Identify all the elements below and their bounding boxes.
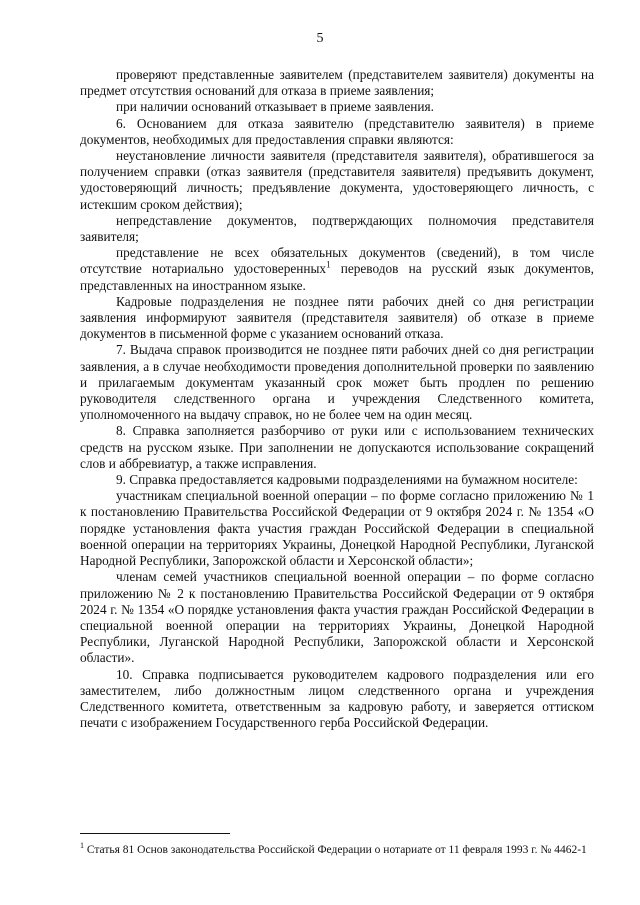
footnote-text: Статья 81 Основ законодательства Российской Федерации о нотариате от 11 февраля 1993 г. № 4462-1 xyxy=(84,844,587,856)
paragraph-text: представление не всех обязательных документов (сведений), в том числе отсутствие нотариально удостоверенных xyxy=(80,245,594,277)
paragraph-text: переводов на русский язык документов, представленных на иностранном языке. xyxy=(80,261,594,293)
page-number: 5 xyxy=(316,31,324,46)
paragraph: 8. Справка заполняется разборчиво от руки или с использованием технических средств на русском языке. При заполнении не допускаются использование сокращений слов и аббревиатур, а также исправления. xyxy=(80,423,594,471)
footnote xyxy=(80,843,594,858)
paragraph: 9. Справка предоставляется кадровыми подразделениями на бумажном носителе: xyxy=(116,472,578,488)
paragraph: проверяют представленные заявителем (представителем заявителя) документы на предмет отсутствия оснований для отказа в приеме заявления; xyxy=(80,67,594,99)
document-body xyxy=(80,67,594,731)
paragraph: членам семей участников специальной военной операции – по форме согласно приложению № 2 к постановлению Правительства Российской Федерации от 9 октября 2024 г. № 1354 «О порядке установления факта участия граждан Российской Федерации в специальной военной операции на территориях Украины, Донецкой Народной Республики, Луганской Народной Республики, Запорожской области и Херсонской области». xyxy=(80,569,594,666)
footnote-mark: 1 xyxy=(80,841,84,851)
paragraph: 10. Справка подписывается руководителем кадрового подразделения или его заместителем, либо должностным лицом следственного органа и учреждения Следственного комитета, ответственным за кадровую работу, и заверяется оттиском печати с изображением Государственного герба Российской Федерации. xyxy=(80,666,594,731)
footnote-reference: 1 xyxy=(326,260,331,271)
paragraph: 7. Выдача справок производится не позднее пяти рабочих дней со дня регистрации заявления, а в случае необходимости проведения дополнительной проверки по заявлению и прилагаемым документам указанный срок может быть продлен по решению руководителя следственного органа и учреждения Следственного комитета, уполномоченного на выдачу справок, но не более чем на один месяц. xyxy=(80,342,594,423)
paragraph: непредставление документов, подтверждающих полномочия представителя заявителя; xyxy=(80,212,594,245)
paragraph: участникам специальной военной операции – по форме согласно приложению № 1 к постановлению Правительства Российской Федерации от 9 октября 2024 г. № 1354 «О порядке установления факта участия граждан Российской Федерации в специальной военной операции на территориях Украины, Донецкой Народной Республики, Луганской Народной Республики, Запорожской области и Херсонской области»; xyxy=(80,488,594,569)
footnote-divider xyxy=(80,833,230,834)
paragraph: при наличии оснований отказывает в приеме заявления. xyxy=(116,99,434,115)
paragraph: 6. Основанием для отказа заявителю (представителю заявителя) в приеме документов, необходимых для предоставления справки являются: xyxy=(80,115,594,147)
paragraph: неустановление личности заявителя (представителя заявителя), обратившегося за получением справки (отказ заявителя (представителя заявителя) предъявить документ, удостоверяющий личность; предъявление документа, удостоверяющего личность, с истекшим сроком действия); xyxy=(80,148,594,212)
paragraph: Кадровые подразделения не позднее пяти рабочих дней со дня регистрации заявления информируют заявителя (представителя заявителя) об отказе в приеме документов в письменной форме с указанием оснований отказа. xyxy=(80,293,594,342)
paragraph-with-footnote xyxy=(80,245,594,294)
